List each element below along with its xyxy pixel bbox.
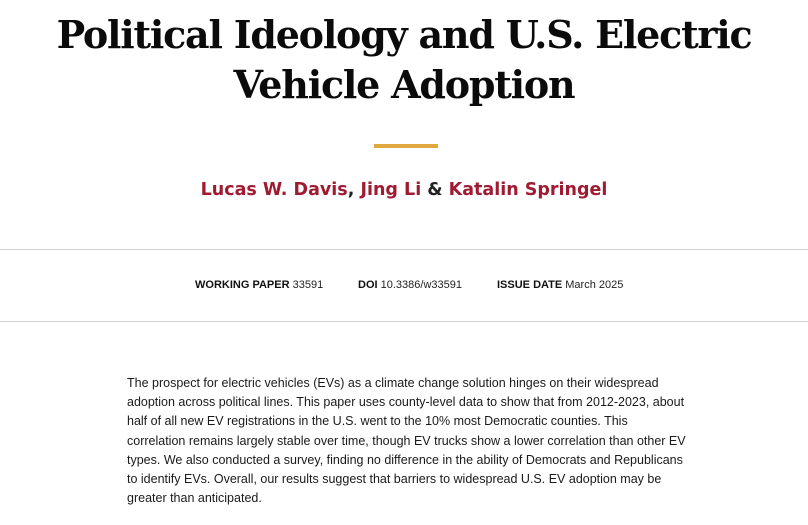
author-separator: , [347,180,355,200]
issue-date-meta [497,279,623,291]
title-divider [374,144,438,148]
working-paper-meta [195,279,323,291]
doi-meta [358,279,462,291]
meta-bottom-divider [0,321,808,322]
author-list [0,180,808,200]
meta-top-divider [0,249,808,250]
issue-date-value: March 2025 [565,279,624,291]
author-link-li[interactable]: Jing Li [360,180,422,200]
doi-value: 10.3386/w33591 [380,279,462,291]
issue-date-label: ISSUE DATE [497,279,563,291]
working-paper-number: 33591 [292,279,324,291]
abstract-text: The prospect for electric vehicles (EVs) as a climate change solution hinges on their widespread adoption across political lines. This paper uses county-level data to show that from 2012-2023, about half of all new EV registrations in the U.S. went to the 10% most Democratic counties. This correlation remains largely stable over time, though EV trucks show a lower correlation than other EV types. We also conducted a survey, finding no difference in the ability of Democrats and Republicans to identify EVs. Overall, our results suggest that barriers to widespread U.S. EV adoption may be greater than anticipated. [127,376,686,506]
working-paper-label: WORKING PAPER [195,279,290,291]
author-link-davis[interactable]: Lucas W. Davis [200,180,348,200]
author-separator: & [427,180,443,200]
page-title: Political Ideology and U.S. Electric Vehicle Adoption [56,12,752,107]
doi-label: DOI [358,279,378,291]
author-link-springel[interactable]: Katalin Springel [448,180,608,200]
